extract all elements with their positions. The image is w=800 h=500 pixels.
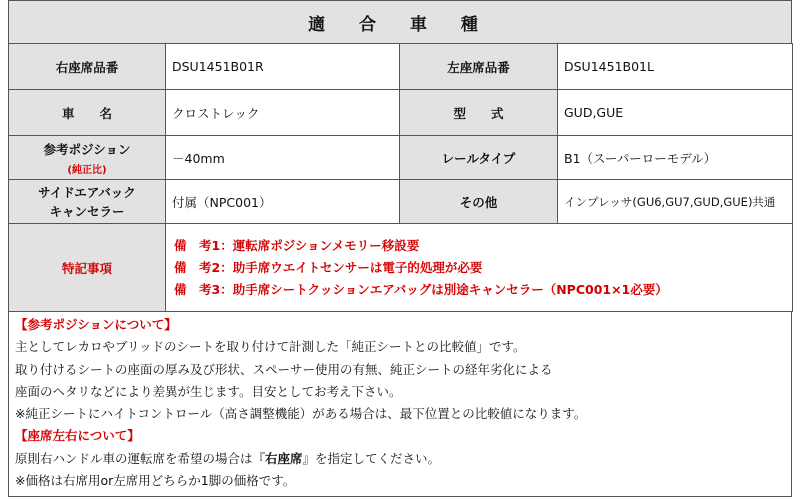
side-airbag-value: 付属（NPC001）: [166, 180, 400, 224]
other-label: その他: [400, 180, 558, 224]
car-name-value: クロストレック: [166, 90, 400, 136]
table-row: [9, 224, 793, 312]
info-section: [8, 312, 792, 497]
info-line: 取り付けるシートの座面の厚み及び形状、スペーサー使用の有無、純正シートの経年劣化による: [15, 361, 553, 377]
model-value: GUD,GUE: [558, 90, 793, 136]
model-label: 型 式: [400, 90, 558, 136]
ref-position-label: 参考ポジション: [43, 141, 131, 157]
ref-position-sub: (純正比): [67, 164, 107, 176]
right-seat-emphasis: 右座席: [265, 450, 303, 466]
left-seat-value: DSU1451B01L: [558, 44, 793, 90]
car-name-label: 車 名: [9, 90, 166, 136]
special-note-3: 備 考3：助手席シートクッションエアバッグは別途キャンセラー（NPC001×1必要）: [174, 281, 668, 297]
table-row: [9, 44, 793, 90]
side-airbag-label-2: キャンセラー: [49, 203, 125, 219]
rail-type-label: レールタイプ: [400, 136, 558, 180]
right-seat-value: DSU1451B01R: [166, 44, 400, 90]
compatibility-sheet: [8, 0, 792, 497]
special-notes-cell: [166, 224, 793, 312]
side-airbag-label-cell: [9, 180, 166, 224]
other-value: インプレッサ(GU6,GU7,GUD,GUE)共通: [558, 180, 793, 224]
info-line: [15, 448, 785, 470]
left-seat-label: 左座席品番: [400, 44, 558, 90]
side-airbag-label-1: サイドエアバック: [38, 184, 136, 200]
special-note-2: 備 考2：助手席ウエイトセンサーは電子的処理が必要: [174, 259, 483, 275]
special-note-1: 備 考1：運転席ポジションメモリー移設要: [174, 237, 420, 253]
seat-side-heading: 【座席左右について】: [15, 428, 140, 444]
info-line: ※純正シートにハイトコントロール（高さ調整機能）がある場合は、最下位置との比較値になります。: [15, 406, 587, 422]
info-line: ※価格は右席用or左席用どちらか1脚の価格です。: [15, 473, 296, 489]
info-line: 座面のヘタリなどにより差異が生じます。目安としてお考え下さい。: [15, 383, 402, 399]
table-row: [9, 180, 793, 224]
special-label: 特記事項: [9, 224, 166, 312]
rail-type-value: B1（スーパーローモデル）: [558, 136, 793, 180]
ref-position-value: －40mm: [166, 136, 400, 180]
page-title: 適 合 車 種: [8, 0, 792, 44]
ref-position-heading: 【参考ポジションについて】: [15, 317, 177, 332]
info-line-5-post: 』を指定してください。: [302, 450, 441, 466]
table-row: [9, 136, 793, 180]
spec-table: [8, 43, 793, 312]
right-seat-label: 右座席品番: [9, 44, 166, 90]
ref-position-label-cell: [9, 136, 166, 180]
table-row: [9, 90, 793, 136]
info-line: 主としてレカロやブリッドのシートを取り付けて計測した「純正シートとの比較値」です。: [15, 339, 526, 355]
info-line-5-pre: 原則右ハンドル車の運転席を希望の場合は『: [15, 450, 266, 466]
